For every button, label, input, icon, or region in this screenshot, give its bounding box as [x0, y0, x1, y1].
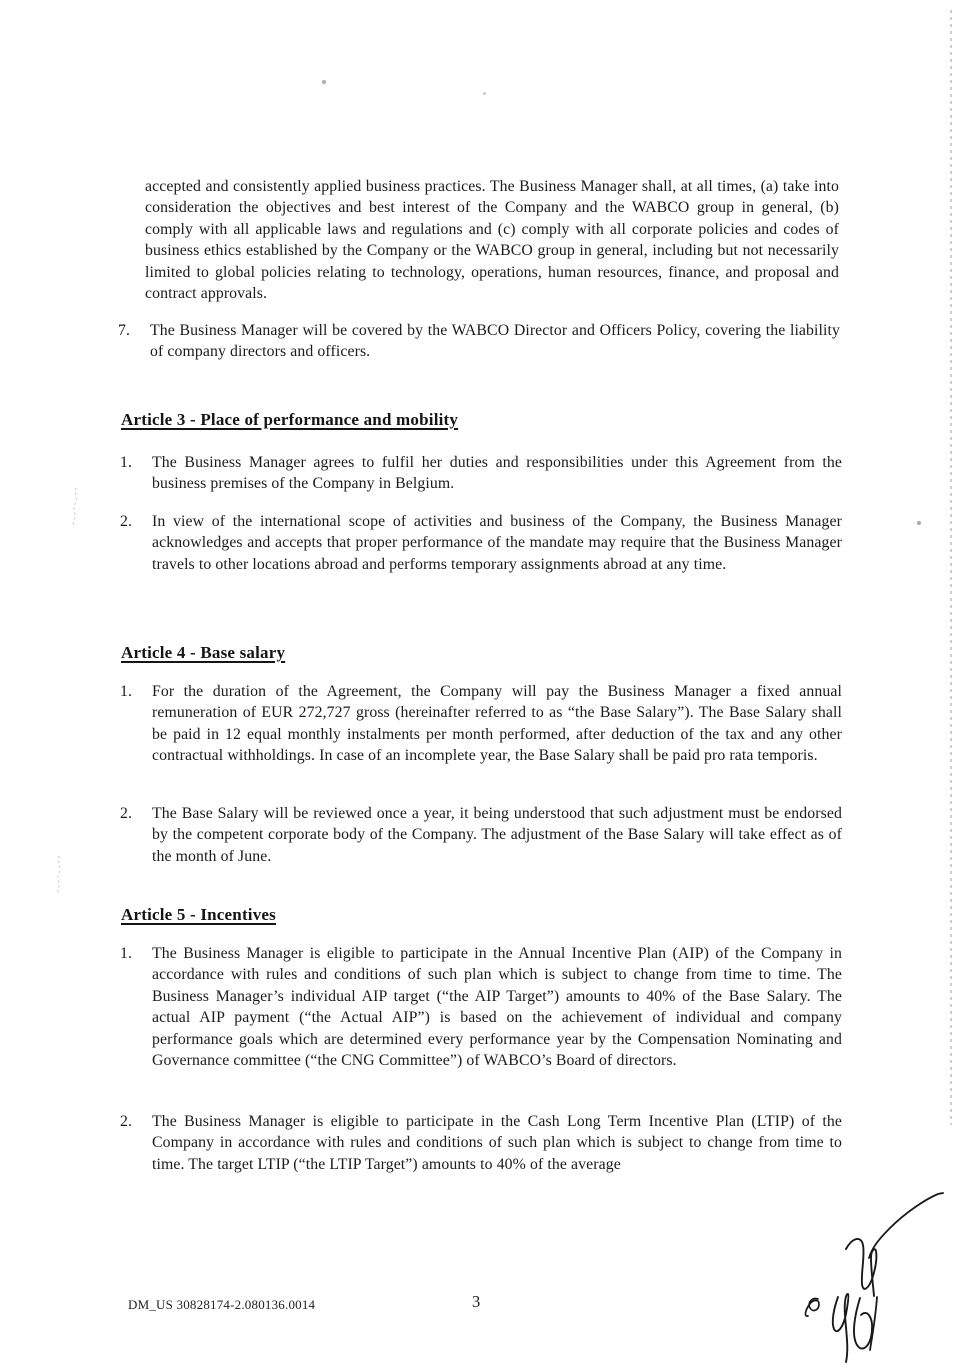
- item-number: 1.: [120, 683, 133, 700]
- scan-artifact-smudge: [66, 486, 84, 528]
- footer-page-number: 3: [472, 1292, 481, 1311]
- item-text: In view of the international scope of activities and business of the Company, the Business Manager acknowledges and accepts that proper performance of the mandate may require that the Business Manager travels to other locations abroad and performs temporary assignments abroad at any time.: [152, 513, 842, 573]
- scan-artifact-dot: [483, 92, 486, 95]
- item-text: The Base Salary will be reviewed once a year, it being understood that such adjustment must be endorsed by the competent corporate body of the Company. The adjustment of the Base Salary will take effect as of the month of June.: [152, 805, 842, 865]
- item-text: The Business Manager will be covered by the WABCO Director and Officers Policy, covering the liability of company directors and officers.: [150, 322, 840, 361]
- scan-artifact-dot: [917, 521, 921, 525]
- footer-document-id: DM_US 30828174-2.080136.0014: [128, 1297, 316, 1312]
- item-text: The Business Manager agrees to fulfil her duties and responsibilities under this Agreement from the business premises of the Company in Belgium.: [152, 454, 842, 493]
- item-text: The Business Manager is eligible to participate in the Annual Incentive Plan (AIP) of the Company in accordance with rules and conditions of such plan which is subject to change from time to time. The Business Manager’s individual AIP target (“the AIP Target”) amounts to 40% of the Base Salary. The actual AIP payment (“the Actual AIP”) is based on the achievement of individual and company performance goals which are determined every performance year by the Compensation Nominating and Governance committee (“the CNG Committee”) of WABCO’s Board of directors.: [152, 945, 842, 1070]
- item-number: 7.: [118, 322, 131, 339]
- scan-artifact-edge-line: [950, 10, 952, 1125]
- article-5-heading: Article 5 - Incentives: [121, 905, 276, 924]
- item-number: 2.: [120, 805, 133, 822]
- item-text: The Business Manager is eligible to participate in the Cash Long Term Incentive Plan (LTIP) of the Company in accordance with rules and conditions of such plan which is subject to change from time to time. The target LTIP (“the LTIP Target”) amounts to 40% of the average: [152, 1113, 842, 1173]
- scan-artifact-dot: [322, 80, 326, 84]
- scan-artifact-smudge: [50, 854, 68, 896]
- item-number: 2.: [120, 1113, 133, 1130]
- article-4-heading: Article 4 - Base salary: [121, 643, 286, 662]
- item-number: 1.: [120, 454, 133, 471]
- article-3-heading: Article 3 - Place of performance and mobility: [121, 410, 459, 429]
- item-number: 1.: [120, 945, 133, 962]
- item-text: For the duration of the Agreement, the Company will pay the Business Manager a fixed annual remuneration of EUR 272,727 gross (hereinafter referred to as “the Base Salary”). The Base Salary shall be paid in 12 equal monthly instalments per month performed, after deduction of the tax and any other contractual withholdings. In case of an incomplete year, the Base Salary shall be paid pro rata temporis.: [152, 683, 842, 765]
- item-number: 2.: [120, 513, 133, 530]
- intro-paragraph: accepted and consistently applied business practices. The Business Manager shall, at all times, (a) take into consideration the objectives and best interest of the Company and the WABCO group in general, (b) comply with all applicable laws and regulations and (c) comply with all corporate policies and codes of business ethics established by the Company or the WABCO group in general, including but not necessarily limited to global policies relating to technology, operations, human resources, finance, and proposal and contract approvals.: [145, 178, 839, 303]
